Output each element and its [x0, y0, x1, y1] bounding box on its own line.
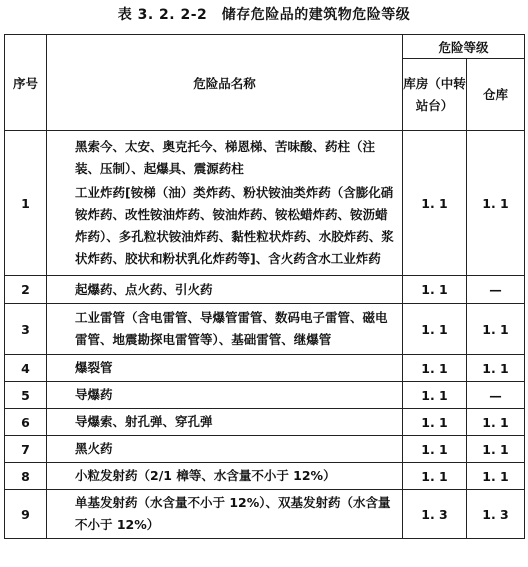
row-name: 黑火药	[47, 436, 403, 463]
row-store-level: —	[467, 382, 525, 409]
row-warehouse-level: 1. 1	[403, 276, 467, 304]
row-name	[47, 131, 403, 276]
row-name: 导爆药	[47, 382, 403, 409]
row-warehouse-level: 1. 3	[403, 490, 467, 539]
row-warehouse-level: 1. 1	[403, 382, 467, 409]
row-warehouse-level: 1. 1	[403, 409, 467, 436]
row-store-level: 1. 1	[467, 304, 525, 355]
row-name: 爆裂管	[47, 355, 403, 382]
row-no: 9	[5, 490, 47, 539]
row-name: 导爆索、射孔弹、穿孔弹	[47, 409, 403, 436]
row-name: 起爆药、点火药、引火药	[47, 276, 403, 304]
table-row	[5, 382, 525, 409]
row-no: 6	[5, 409, 47, 436]
row-no: 3	[5, 304, 47, 355]
header-row-group	[5, 35, 525, 59]
row-no: 4	[5, 355, 47, 382]
table-row	[5, 463, 525, 490]
row-name: 工业雷管（含电雷管、导爆管雷管、数码电子雷管、磁电雷管、地震勘探电雷管等）、基础雷管、继爆管	[47, 304, 403, 355]
header-name: 危险品名称	[47, 35, 403, 131]
row-no: 7	[5, 436, 47, 463]
header-no: 序号	[5, 35, 47, 131]
row-no: 2	[5, 276, 47, 304]
table-row	[5, 409, 525, 436]
header-warehouse: 库房（中转站台）	[403, 59, 467, 131]
row-warehouse-level: 1. 1	[403, 304, 467, 355]
row-store-level: 1. 1	[467, 463, 525, 490]
row-store-level: 1. 1	[467, 355, 525, 382]
row-store-level: 1. 1	[467, 436, 525, 463]
table-row	[5, 276, 525, 304]
row-store-level: 1. 1	[467, 409, 525, 436]
row-warehouse-level: 1. 1	[403, 131, 467, 276]
row-no: 1	[5, 131, 47, 276]
row-name: 小粒发射药（2/1 樟等、水含量不小于 12%）	[47, 463, 403, 490]
header-store: 仓库	[467, 59, 525, 131]
row-warehouse-level: 1. 1	[403, 355, 467, 382]
row-warehouse-level: 1. 1	[403, 436, 467, 463]
row-name-line: 黑索今、太安、奥克托今、梯恩梯、苦味酸、药柱（注装、压制）、起爆具、震源药柱	[75, 139, 376, 176]
table-row	[5, 355, 525, 382]
row-name: 单基发射药（水含量不小于 12%）、双基发射药（水含量不小于 12%）	[47, 490, 403, 539]
table-title: 表 3. 2. 2-2 储存危险品的建筑物危险等级	[117, 7, 411, 23]
row-no: 5	[5, 382, 47, 409]
table-row	[5, 436, 525, 463]
row-store-level: 1. 3	[467, 490, 525, 539]
table-row	[5, 304, 525, 355]
row-no: 8	[5, 463, 47, 490]
table-row	[5, 131, 525, 276]
row-store-level: 1. 1	[467, 131, 525, 276]
row-store-level: —	[467, 276, 525, 304]
row-name-line: 工业炸药[铵梯（油）类炸药、粉状铵油类炸药（含膨化硝铵炸药、改性铵油炸药、铵油炸药、铵松蜡炸药、铵沥蜡炸药）、多孔粒状铵油炸药、黏性粒状炸药、水胶炸药、浆状炸药、胶状和粉状乳化炸药等]、含火药含水工业炸药	[75, 185, 394, 266]
row-warehouse-level: 1. 1	[403, 463, 467, 490]
table-row	[5, 490, 525, 539]
header-hazard-level: 危险等级	[403, 35, 525, 59]
hazard-level-table	[4, 34, 525, 539]
